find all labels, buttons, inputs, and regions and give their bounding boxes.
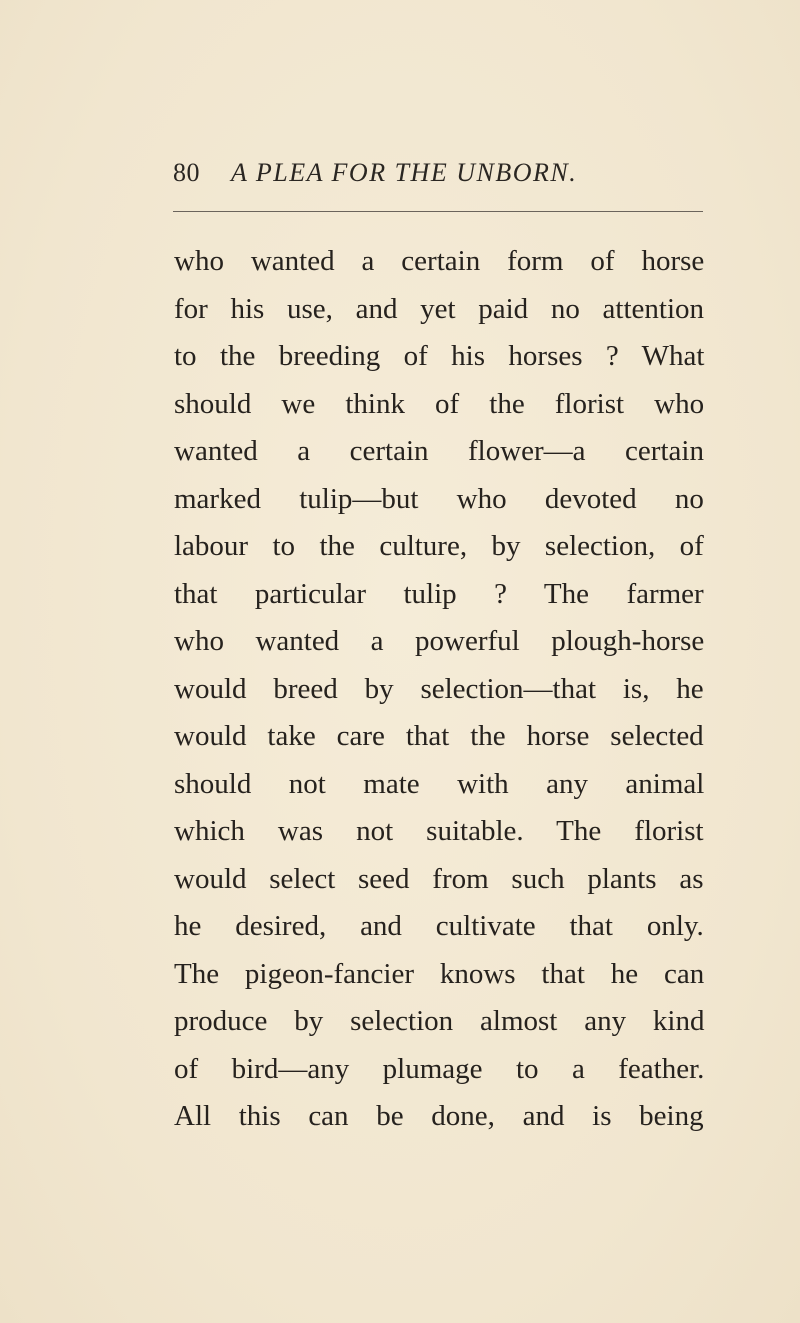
- text-line: wanted a certain flower—a certain: [174, 435, 704, 467]
- text-line: would select seed from such plants as: [174, 862, 704, 895]
- running-title: A PLEA FOR THE UNBORN.: [231, 158, 578, 187]
- text-line: would take care that the horse selected: [174, 720, 704, 752]
- text-line: All this can be done, and is being: [174, 1100, 704, 1132]
- text-line: of bird—any plumage to a feather.: [174, 1052, 705, 1085]
- text-line: The pigeon-fancier knows that he can: [174, 957, 705, 990]
- text-line: labour to the culture, by selection, of: [174, 530, 704, 562]
- text-line: which was not suitable. The florist: [174, 815, 704, 847]
- text-line: should not mate with any animal: [174, 767, 705, 800]
- text-line: for his use, and yet paid no attention: [174, 292, 705, 325]
- text-line: would breed by selection—that is, he: [174, 672, 704, 705]
- text-line: to the breeding of his horses ? What: [174, 340, 705, 372]
- header-rule: [173, 211, 703, 212]
- text-line: produce by selection almost any kind: [174, 1005, 705, 1037]
- text-line: who wanted a certain form of horse: [174, 245, 705, 277]
- page-number: 80: [173, 158, 200, 187]
- text-line: should we think of the florist who: [174, 387, 705, 420]
- text-line: that particular tulip ? The farmer: [174, 577, 704, 610]
- running-head: [173, 158, 703, 198]
- text-line: marked tulip—but who devoted no: [174, 482, 704, 515]
- body-text: [174, 238, 704, 1141]
- text-line: he desired, and cultivate that only.: [174, 910, 704, 942]
- text-line: who wanted a powerful plough-horse: [174, 625, 705, 657]
